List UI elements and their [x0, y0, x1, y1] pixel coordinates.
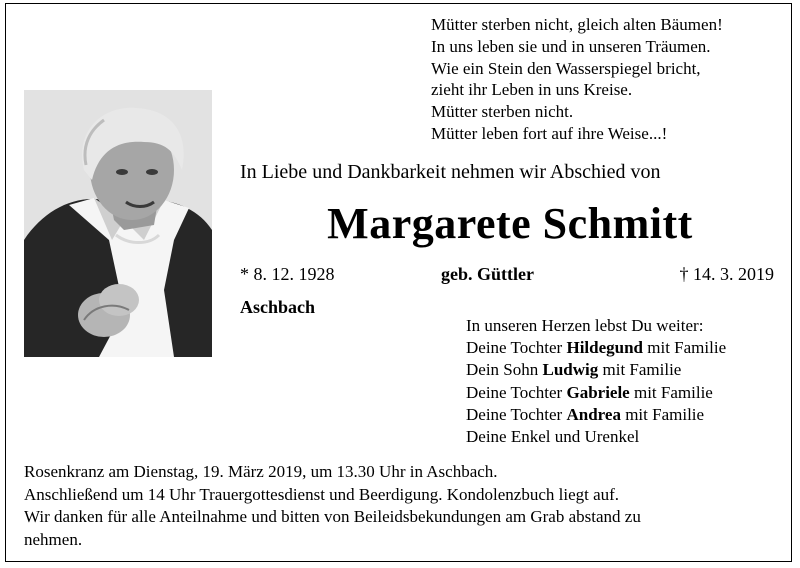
mourner-name: Gabriele	[566, 382, 630, 402]
poem-line: Mütter leben fort auf ihre Weise...!	[431, 123, 668, 143]
list-item: Deine Enkel und Urenkel	[466, 427, 640, 447]
poem-line: zieht ihr Leben in uns Kreise.	[431, 80, 633, 100]
mourners-heading: In unseren Herzen lebst Du weiter:	[466, 316, 704, 335]
footer-line: Wir danken für alle Anteilnahme und bitten von Beileidsbekundungen am Grab abstand zu	[24, 507, 641, 526]
list-item: Dein Sohn Ludwig mit Familie	[466, 360, 682, 380]
poem-line: Mütter sterben nicht.	[431, 102, 574, 122]
poem-line: Wie ein Stein den Wasserspiegel bricht,	[431, 58, 701, 78]
deceased-name: Margarete Schmitt	[327, 199, 693, 248]
mourner-name: Hildegund	[566, 338, 644, 358]
poem-line: Mütter sterben nicht, gleich alten Bäumen!	[431, 15, 723, 34]
hometown: Aschbach	[240, 297, 316, 317]
footer-line: Anschließend um 14 Uhr Trauergottesdienst und Beerdigung. Kondolenzbuch liegt auf.	[24, 484, 620, 504]
birth-date: * 8. 12. 1928	[240, 264, 335, 284]
death-date: † 14. 3. 2019	[679, 264, 774, 284]
footer-line: nehmen.	[24, 529, 83, 549]
list-item: Deine Tochter Gabriele mit Familie	[466, 382, 713, 402]
maiden-name: geb. Güttler	[441, 264, 534, 284]
service-details	[24, 461, 784, 551]
footer-line: Rosenkranz am Dienstag, 19. März 2019, um 13.30 Uhr in Aschbach.	[24, 462, 498, 481]
mourner-name: Andrea	[566, 404, 621, 424]
poem	[431, 14, 723, 145]
list-item: Deine Tochter Hildegund mit Familie	[466, 338, 727, 358]
poem-line: In uns leben sie und in unseren Träumen.	[431, 36, 711, 56]
mourner-name: Ludwig	[542, 360, 599, 380]
list-item: Deine Tochter Andrea mit Familie	[466, 404, 705, 424]
farewell-intro: In Liebe und Dankbarkeit nehmen wir Abschied von	[240, 161, 661, 183]
mourners-list	[466, 315, 726, 448]
portrait-photo	[24, 90, 212, 357]
